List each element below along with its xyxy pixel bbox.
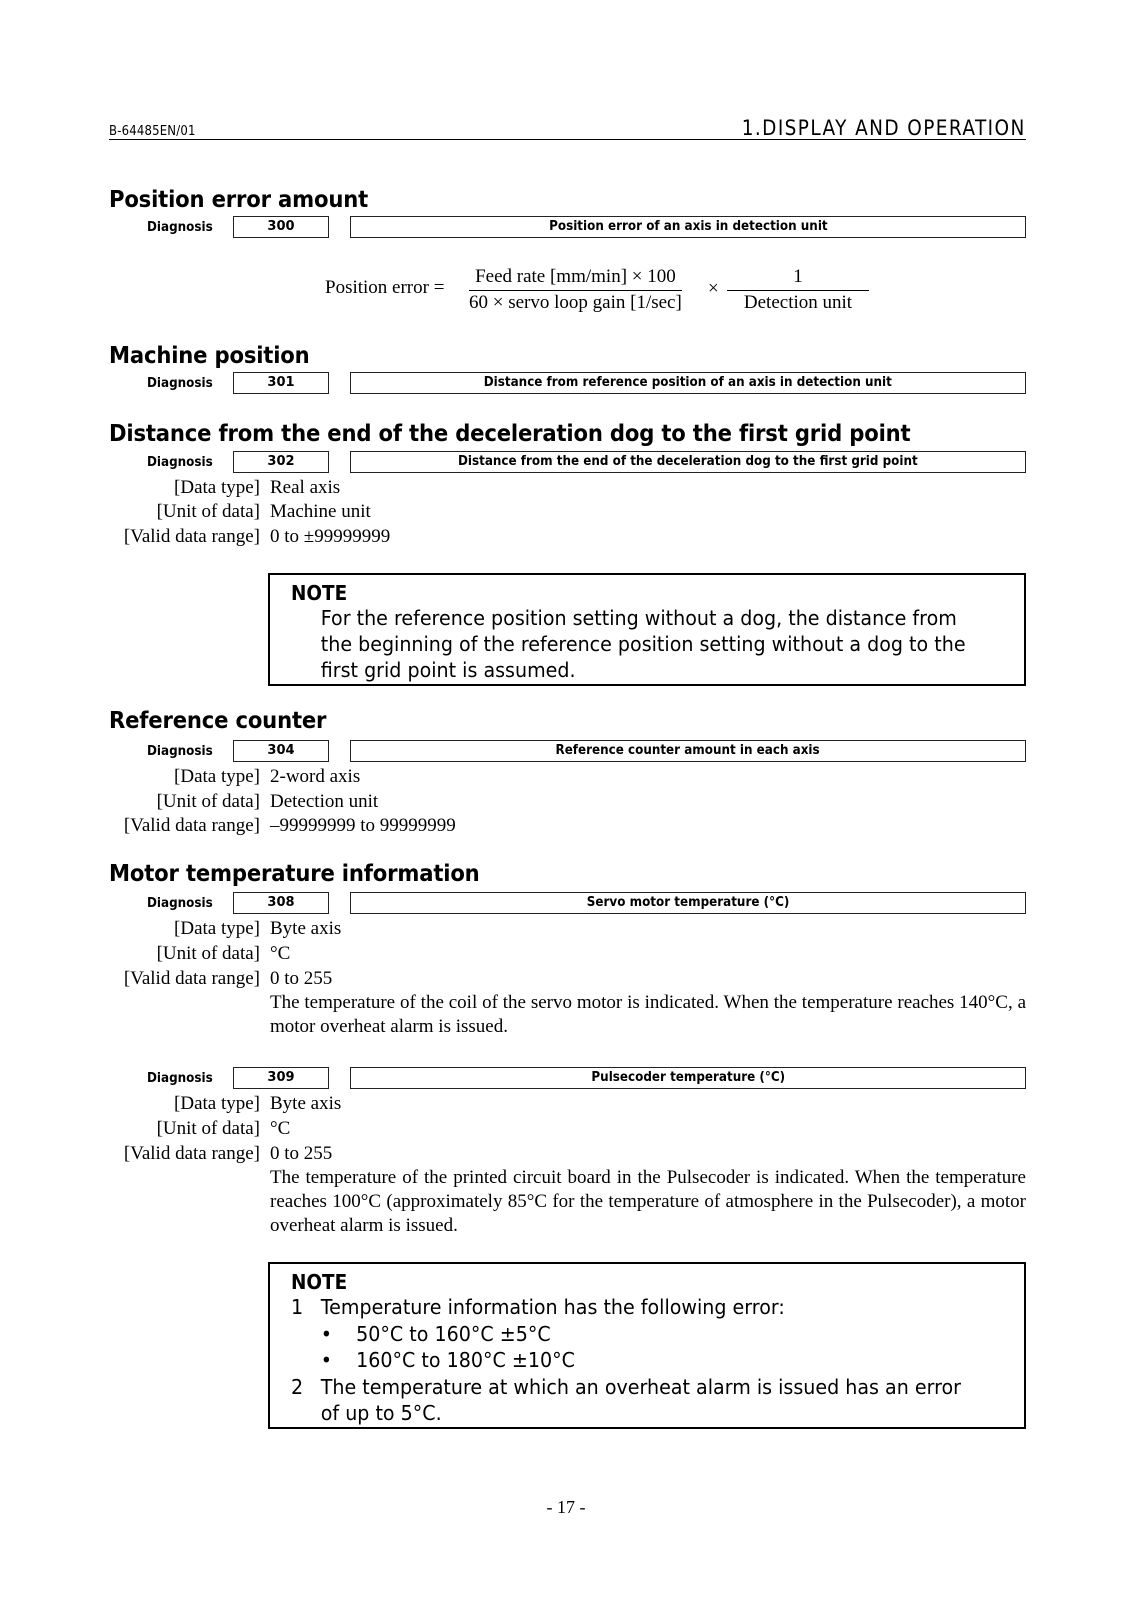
diagnosis-description-308	[350, 892, 1026, 914]
page-number: - 17 -	[546, 1497, 586, 1517]
unit-of-data-value-304: Detection unit	[270, 791, 379, 812]
diagnosis-label: Diagnosis	[147, 455, 213, 470]
note-item-number: 1	[291, 1295, 304, 1319]
chapter-title: 1.DISPLAY AND OPERATION	[741, 116, 1026, 140]
diagnosis-label: Diagnosis	[147, 376, 213, 391]
note-item-2	[291, 1374, 1028, 1401]
note-bullet-2	[291, 1347, 1028, 1374]
diagnosis-description-text: Pulsecoder temperature (°C)	[591, 1070, 785, 1085]
unit-of-data-value-302: Machine unit	[270, 501, 371, 522]
section-title-machine-position: Machine position	[109, 343, 310, 369]
bullet-row	[321, 1347, 1028, 1374]
diagnosis-number-300: 300	[233, 216, 329, 238]
section-title-motor-temperature: Motor temperature information	[109, 861, 480, 887]
diagnosis-description-text: Position error of an axis in detection unit	[548, 219, 828, 234]
header-rule	[109, 139, 1026, 140]
note-title: NOTE	[291, 1270, 348, 1294]
diagnosis-description-text: Reference counter amount in each axis	[555, 743, 821, 758]
formula-times: ×	[708, 278, 719, 299]
note-item-text: Temperature information has the following error:	[320, 1295, 785, 1319]
valid-range-value-309: 0 to 255	[270, 1143, 333, 1164]
diagnosis-description-304	[350, 740, 1026, 762]
note-line: the beginning of the reference position setting without a dog to the	[320, 632, 966, 656]
diagnosis-description-text: Distance from the end of the deceleration dog to the first grid point	[458, 454, 918, 469]
valid-range-label: [Valid data range]	[123, 815, 260, 836]
diagnosis-number-301: 301	[233, 372, 329, 394]
valid-range-label: [Valid data range]	[123, 968, 260, 989]
data-type-label: [Data type]	[174, 918, 260, 939]
section-title-position-error: Position error amount	[109, 187, 369, 213]
note-box-309	[268, 1262, 1026, 1429]
diagnosis-label: Diagnosis	[147, 896, 213, 911]
note-line: first grid point is assumed.	[320, 658, 576, 682]
note-item-2-continued	[291, 1400, 1028, 1427]
data-type-label: [Data type]	[174, 766, 260, 787]
data-type-label: [Data type]	[174, 1093, 260, 1114]
unit-of-data-label: [Unit of data]	[156, 943, 260, 964]
valid-range-value-308: 0 to 255	[270, 968, 333, 989]
note-item-text: The temperature at which an overheat alarm is issued has an error	[320, 1374, 961, 1399]
data-type-value-309: Byte axis	[270, 1093, 342, 1114]
note-item-1	[291, 1294, 1028, 1321]
formula-fraction-2-denominator: Detection unit	[743, 292, 853, 313]
valid-range-value-304: –99999999 to 99999999	[270, 815, 456, 836]
unit-of-data-label: [Unit of data]	[156, 791, 260, 812]
unit-of-data-label: [Unit of data]	[156, 1118, 260, 1139]
description-paragraph-309: The temperature of the printed circuit board in the Pulsecoder is indicated. When the temperature reaches 100°C (approximately 85°C for the temperature of atmosphere in the Pulsecoder), a motor overheat alarm is issued.	[270, 1167, 1026, 1236]
note-item-number: 2	[291, 1374, 304, 1399]
valid-range-label: [Valid data range]	[123, 1143, 260, 1164]
diagnosis-number-308: 308	[233, 892, 329, 914]
unit-of-data-label: [Unit of data]	[156, 501, 260, 522]
note-title: NOTE	[291, 581, 348, 605]
formula-fraction-2-numerator: 1	[727, 265, 869, 291]
bullet-icon: •	[320, 1321, 333, 1346]
diagnosis-description-302	[350, 451, 1026, 473]
note-bullet-1	[291, 1321, 1028, 1348]
bullet-text: 50°C to 160°C ±5°C	[356, 1321, 551, 1346]
data-type-value-302: Real axis	[270, 477, 341, 498]
formula-fraction-1-numerator: Feed rate [mm/min] × 100	[469, 265, 682, 291]
data-type-value-304: 2-word axis	[270, 766, 361, 787]
diagnosis-label: Diagnosis	[147, 220, 213, 235]
data-type-value-308: Byte axis	[270, 918, 342, 939]
unit-of-data-value-308: °C	[270, 943, 291, 964]
diagnosis-number-304: 304	[233, 740, 329, 762]
formula-fraction-1	[469, 265, 682, 315]
diagnosis-description-301	[350, 372, 1026, 394]
bullet-icon: •	[320, 1348, 333, 1372]
formula-fraction-2	[727, 265, 869, 315]
diagnosis-description-text: Distance from reference position of an axis in detection unit	[483, 375, 893, 390]
note-line: For the reference position setting without a dog, the distance from	[320, 606, 957, 630]
diagnosis-description-300	[350, 216, 1026, 238]
section-title-reference-counter: Reference counter	[109, 708, 327, 734]
formula-fraction-1-denominator: 60 × servo loop gain [1/sec]	[469, 292, 682, 313]
diagnosis-description-text: Servo motor temperature (°C)	[586, 895, 790, 910]
formula-lhs: Position error =	[325, 277, 445, 298]
section-title-dog-distance: Distance from the end of the deceleration dog to the first grid point	[109, 421, 911, 447]
diagnosis-number-302: 302	[233, 451, 329, 473]
diagnosis-number-309: 309	[233, 1067, 329, 1089]
valid-range-label: [Valid data range]	[123, 526, 260, 547]
data-type-label: [Data type]	[174, 477, 260, 498]
diagnosis-label: Diagnosis	[147, 1071, 213, 1086]
valid-range-value-302: 0 to ±99999999	[270, 526, 391, 547]
note-item-text: of up to 5°C.	[320, 1401, 442, 1425]
diagnosis-label: Diagnosis	[147, 744, 213, 759]
bullet-text: 160°C to 180°C ±10°C	[356, 1348, 575, 1372]
unit-of-data-value-309: °C	[270, 1118, 291, 1139]
document-code: B-64485EN/01	[109, 124, 196, 139]
bullet-row	[321, 1321, 1028, 1348]
description-paragraph-308: The temperature of the coil of the servo motor is indicated. When the temperature reaches 140°C, a motor overheat alarm is issued.	[270, 992, 1026, 1037]
diagnosis-description-309	[350, 1067, 1026, 1089]
note-box-302	[268, 573, 1026, 686]
